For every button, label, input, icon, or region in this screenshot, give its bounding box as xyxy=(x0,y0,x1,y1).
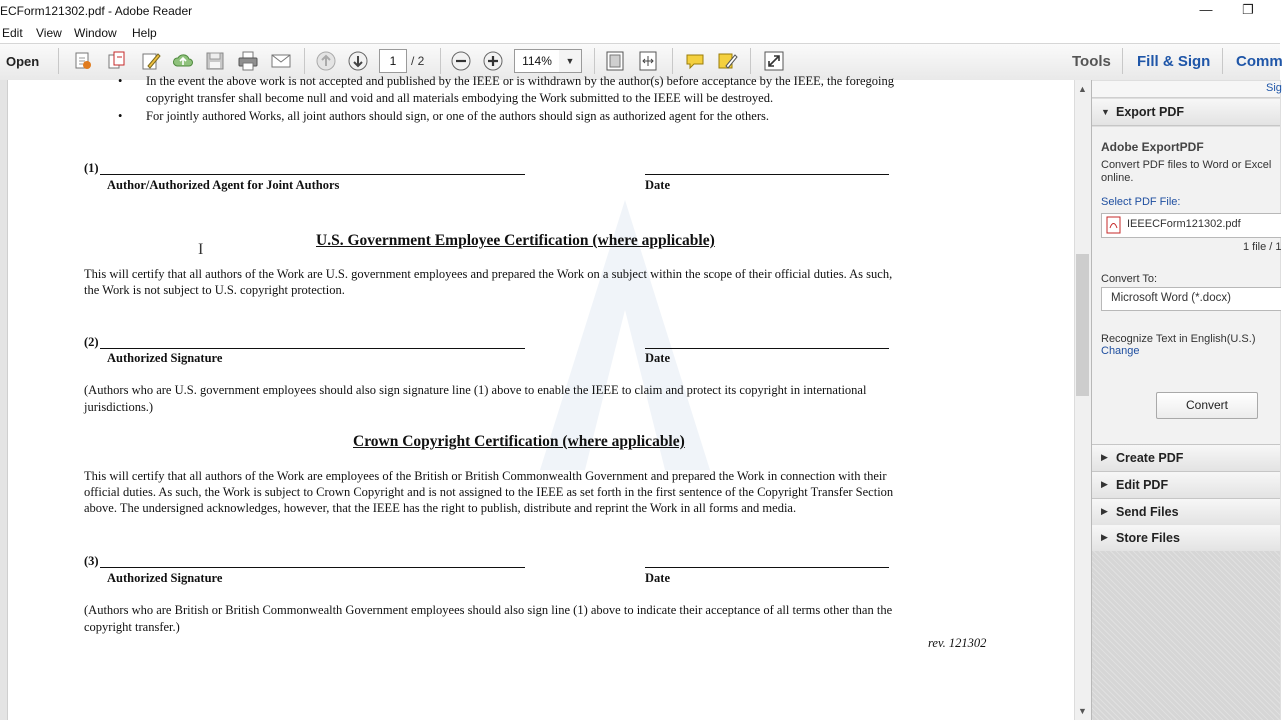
text-line: For jointly authored Works, all joint authors should sign, or one of the authors should sign as authorized agent for the others. xyxy=(146,109,769,123)
print-icon[interactable] xyxy=(237,50,259,72)
combine-files-icon[interactable] xyxy=(106,50,128,72)
menu-help[interactable]: Help xyxy=(132,26,157,40)
section-heading: Crown Copyright Certification (where applicable) xyxy=(353,433,685,450)
text-cursor-icon: I xyxy=(198,241,204,258)
text-line: official duties. As such, the Work is subject to Crown Copyright and is not assigned to the IEEE as set forth in the first sentence of the Copyright Transfer Section xyxy=(84,485,894,499)
minimize-button[interactable]: — xyxy=(1199,2,1213,17)
toolbar-separator xyxy=(1122,48,1123,74)
tools-pane-button[interactable]: Tools xyxy=(1072,53,1111,70)
zoom-out-icon[interactable] xyxy=(450,50,472,72)
expand-triangle-icon: ▶ xyxy=(1101,479,1108,489)
scrollbar-thumb[interactable] xyxy=(1076,254,1089,396)
export-description: online. xyxy=(1101,172,1134,184)
export-description: Convert PDF files to Word or Excel xyxy=(1101,159,1272,171)
scroll-down-icon[interactable]: ▼ xyxy=(1078,706,1087,716)
toolbar-separator xyxy=(672,48,673,74)
toolbar-separator xyxy=(58,48,59,74)
comment-icon[interactable] xyxy=(684,50,706,72)
create-pdf-icon[interactable] xyxy=(72,50,94,72)
next-page-icon[interactable] xyxy=(347,50,369,72)
date-label: Date xyxy=(645,571,670,585)
bullet: • xyxy=(118,109,123,123)
fit-width-icon[interactable] xyxy=(637,50,659,72)
section-heading: U.S. Government Employee Certification (where applicable) xyxy=(316,232,715,249)
text-line: (Authors who are U.S. government employees should also sign signature line (1) above to enable the IEEE to claim and protect its copyright in international xyxy=(84,383,867,397)
file-count: 1 file / 1 xyxy=(1243,241,1282,253)
text-line: the Work is not subject to U.S. copyright protection. xyxy=(84,283,345,297)
date-line[interactable] xyxy=(645,174,889,175)
scroll-up-icon[interactable]: ▲ xyxy=(1078,84,1087,94)
page-edge xyxy=(0,80,8,720)
toolbar-separator xyxy=(750,48,751,74)
signature-line[interactable] xyxy=(100,174,525,175)
menu-view[interactable]: View xyxy=(36,26,62,40)
signature-line[interactable] xyxy=(100,348,525,349)
edit-pdf-icon[interactable] xyxy=(140,50,162,72)
signature-number: (1) xyxy=(84,161,99,175)
export-pdf-title: Export PDF xyxy=(1116,105,1185,119)
signature-number: (2) xyxy=(84,335,99,349)
text-line: copyright transfer.) xyxy=(84,620,180,634)
date-label: Date xyxy=(645,178,670,192)
full-screen-icon[interactable] xyxy=(763,50,785,72)
page-number-input[interactable]: 1 xyxy=(379,49,407,73)
panel-top-strip xyxy=(1092,81,1280,98)
fit-page-icon[interactable] xyxy=(604,50,626,72)
send-files-title: Send Files xyxy=(1116,505,1179,519)
toolbar-separator xyxy=(440,48,441,74)
expand-triangle-icon: ▶ xyxy=(1101,532,1108,542)
toolbar-separator xyxy=(304,48,305,74)
vertical-scrollbar[interactable] xyxy=(1074,80,1092,720)
signature-label: Authorized Signature xyxy=(107,351,223,365)
pdf-file-icon xyxy=(1106,216,1122,234)
text-line: above. The undersigned acknowledges, however, that the IEEE has the right to publish, distribute and reprint the Work in all forms and media. xyxy=(84,501,797,515)
revision-label: rev. 121302 xyxy=(928,636,987,650)
store-files-title: Store Files xyxy=(1116,531,1180,545)
text-line: copyright transfer shall become null and void and all materials embodying the Work submitted to the IEEE will be destroyed. xyxy=(146,91,774,105)
date-label: Date xyxy=(645,351,670,365)
previous-page-icon[interactable] xyxy=(315,50,337,72)
zoom-in-icon[interactable] xyxy=(482,50,504,72)
recognize-text-label: Recognize Text in English(U.S.) xyxy=(1101,333,1256,345)
panel-empty-area xyxy=(1092,551,1280,720)
signature-label: Authorized Signature xyxy=(107,571,223,585)
signature-number: (3) xyxy=(84,554,99,568)
text-line: jurisdictions.) xyxy=(84,400,154,414)
restore-button[interactable]: ❐ xyxy=(1242,2,1254,17)
expand-triangle-icon: ▶ xyxy=(1101,506,1108,516)
select-file-label: Select PDF File: xyxy=(1101,196,1181,208)
expand-triangle-icon: ▶ xyxy=(1101,452,1108,462)
sign-link[interactable]: Sig xyxy=(1266,82,1282,94)
cloud-upload-icon[interactable] xyxy=(172,50,194,72)
bullet: • xyxy=(118,74,123,88)
edit-pdf-title: Edit PDF xyxy=(1116,478,1169,492)
signature-line[interactable] xyxy=(100,567,525,568)
fill-sign-pane-button[interactable]: Fill & Sign xyxy=(1137,53,1211,70)
text-line: This will certify that all authors of the Work are U.S. government employees and prepared the Work on a subject within the scope of their official duties. As such, xyxy=(84,267,893,281)
highlight-icon[interactable] xyxy=(716,50,738,72)
page-total: / 2 xyxy=(411,54,425,68)
window-title: ECForm121302.pdf - Adobe Reader xyxy=(0,4,193,18)
text-line: (Authors who are British or British Commonwealth Government employees should also sign line (1) above to indicate their acceptance of all terms other than the xyxy=(84,603,893,617)
export-service-title: Adobe ExportPDF xyxy=(1101,140,1204,154)
save-icon[interactable] xyxy=(204,50,226,72)
convert-button[interactable]: Convert xyxy=(1156,392,1258,419)
date-line[interactable] xyxy=(645,567,889,568)
zoom-level-input[interactable]: 114% xyxy=(514,49,560,73)
collapse-triangle-icon: ▼ xyxy=(1101,107,1110,117)
text-line: This will certify that all authors of the Work are employees of the British or British Commonwealth Government and prepared the Work in connection with their xyxy=(84,469,887,483)
date-line[interactable] xyxy=(645,348,889,349)
selected-file-name: IEEECForm121302.pdf xyxy=(1127,218,1241,230)
convert-to-value: Microsoft Word (*.docx) xyxy=(1111,292,1231,304)
menu-bar xyxy=(0,22,1280,43)
toolbar-separator xyxy=(594,48,595,74)
comment-pane-button[interactable]: Comm xyxy=(1236,53,1283,70)
email-icon[interactable] xyxy=(270,50,292,72)
open-button[interactable]: Open xyxy=(6,54,40,69)
convert-to-label: Convert To: xyxy=(1101,273,1158,285)
change-language-link[interactable]: Change xyxy=(1101,345,1140,357)
signature-label: Author/Authorized Agent for Joint Authors xyxy=(107,178,340,192)
toolbar-separator xyxy=(1222,48,1223,74)
zoom-dropdown-arrow-icon[interactable]: ▼ xyxy=(559,49,582,73)
menu-window[interactable]: Window xyxy=(74,26,117,40)
clipped-text-line: In the event the above work is not accepted and published by the IEEE or is withdrawn by the author(s) before acceptance by the IEEE, the foregoing xyxy=(146,74,894,88)
menu-edit[interactable]: Edit xyxy=(2,26,23,40)
create-pdf-title: Create PDF xyxy=(1116,451,1184,465)
